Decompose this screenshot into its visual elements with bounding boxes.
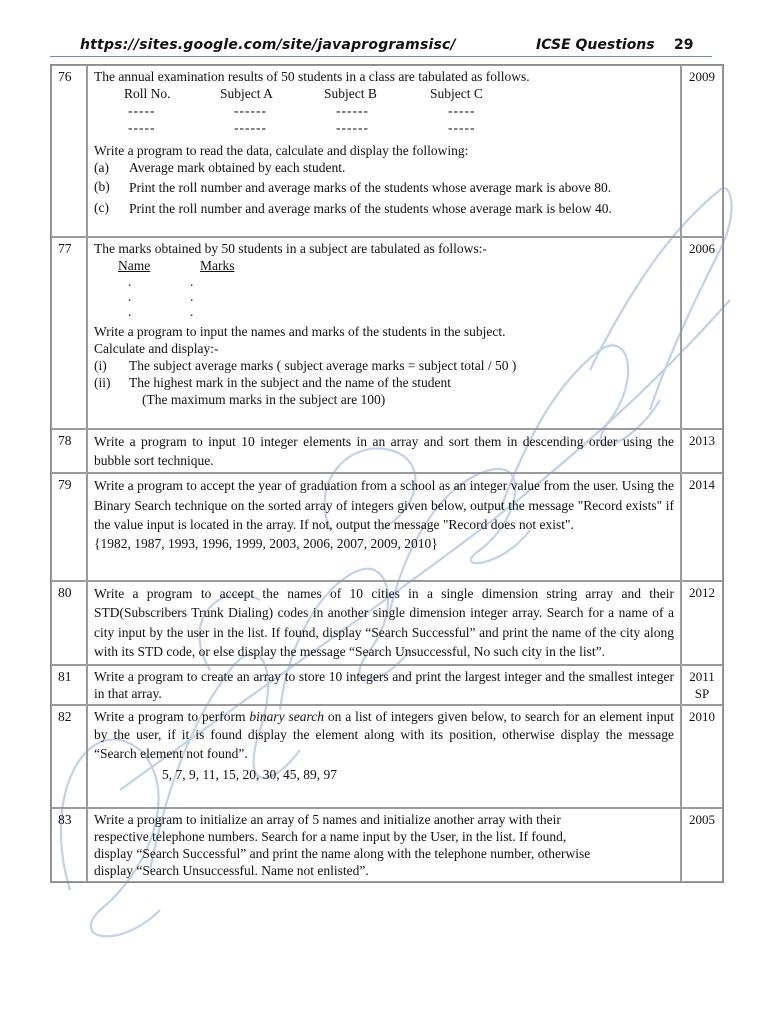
question-row [51, 581, 723, 665]
question-number: 76 [51, 65, 87, 237]
question-intro: The annual examination results of 50 students in a class are tabulated as follows. [94, 69, 530, 84]
dot-row [94, 289, 674, 304]
question-year: 2012 [681, 581, 723, 665]
dot: . [190, 289, 194, 304]
question-number: 83 [51, 808, 87, 882]
dash-row [94, 119, 674, 136]
results-table-header [94, 85, 674, 102]
item-label: (ii) [94, 375, 111, 390]
question-text [87, 237, 681, 429]
question-body-post: on a list of integers given below, to search for an element input by the user, if it is found display the element along with its position, otherwise display the message “Search element not found”. [94, 708, 674, 761]
question-body: Write a program to accept the year of graduation from a school as an integer value from the user. Using the Binary Search technique on the sorted array of integers given below, output the message "Record exists" if the value input is located in the array. If not, output the message "Record does not exist". [94, 478, 674, 532]
page-header [50, 36, 712, 57]
question-body: Write a program to create an array to store 10 integers and print the largest integer and the smallest integer in that array. [94, 668, 674, 701]
list-item [94, 159, 674, 176]
item-text: Print the roll number and average marks of the students whose average mark is below 40. [129, 201, 612, 216]
list-item [94, 178, 674, 197]
dash-cell: ----- [128, 120, 156, 135]
question-year: 2006 [681, 237, 723, 429]
question-row [51, 705, 723, 809]
item-text: The highest mark in the subject and the name of the student [129, 375, 452, 390]
item-label: (a) [94, 160, 109, 175]
dot: . [190, 304, 194, 319]
list-item [94, 357, 674, 374]
question-number: 78 [51, 429, 87, 473]
question-text [87, 581, 681, 665]
question-line: display “Search Unsuccessful. Name not enlisted”. [94, 863, 369, 878]
column-header: Subject C [430, 86, 483, 101]
question-number: 81 [51, 665, 87, 705]
year-array: {1982, 1987, 1993, 1996, 1999, 2003, 2006, 2007, 2009, 2010} [94, 535, 438, 551]
question-text [87, 429, 681, 473]
question-year: 2005 [681, 808, 723, 882]
year-suffix: SP [694, 685, 710, 701]
item-label: (i) [94, 358, 107, 373]
dot-row [94, 304, 674, 319]
list-item [94, 374, 674, 391]
dot: . [190, 274, 194, 289]
question-row [51, 65, 723, 237]
dash-row [94, 102, 674, 119]
column-header: Name [118, 258, 151, 273]
question-body-pre: Write a program to perform [94, 708, 250, 724]
dash-cell: ------ [336, 120, 369, 135]
question-text [87, 705, 681, 809]
emphasis-text: binary search [249, 708, 324, 724]
question-year: 2009 [681, 65, 723, 237]
question-body: Write a program to input 10 integer elements in an array and sort them in descending order using the bubble sort technique. [94, 434, 674, 468]
question-row [51, 665, 723, 705]
questions-table [50, 64, 724, 883]
dash-cell: ------ [234, 120, 267, 135]
question-year: 2014 [681, 473, 723, 581]
question-line: Write a program to input the names and marks of the students in the subject. [94, 324, 506, 339]
dash-cell: ----- [448, 103, 476, 118]
question-line: Write a program to initialize an array of 5 names and initialize another array with their [94, 812, 561, 827]
header-label: ICSE Questions [536, 37, 655, 53]
question-intro: The marks obtained by 50 students in a subject are tabulated as follows:- [94, 241, 487, 256]
question-text [87, 65, 681, 237]
page-number: 29 [674, 37, 694, 53]
question-number: 80 [51, 581, 87, 665]
dot-row [94, 274, 674, 289]
marks-table-header [94, 257, 674, 274]
dot: . [128, 274, 132, 289]
question-number: 77 [51, 237, 87, 429]
question-year: 2010 [681, 705, 723, 809]
question-line: respective telephone numbers. Search for a name input by the User, in the list. If found, [94, 829, 567, 844]
column-header: Subject A [220, 86, 273, 101]
dot: . [128, 304, 132, 319]
item-label: (b) [94, 179, 110, 194]
item-label: (c) [94, 200, 109, 215]
item-text: Print the roll number and average marks of the students whose average mark is above 80. [129, 180, 612, 195]
dash-cell: ------ [336, 103, 369, 118]
dash-cell: ----- [128, 103, 156, 118]
question-note: (The maximum marks in the subject are 100) [142, 392, 386, 407]
column-header: Subject B [324, 86, 377, 101]
question-text [87, 808, 681, 882]
question-number: 79 [51, 473, 87, 581]
column-header: Roll No. [124, 86, 171, 101]
question-line: Calculate and display:- [94, 341, 219, 356]
item-text: The subject average marks ( subject average marks = subject total / 50 ) [129, 358, 517, 373]
question-row [51, 808, 723, 882]
dash-cell: ------ [234, 103, 267, 118]
dash-cell: ----- [448, 120, 476, 135]
item-text: Average mark obtained by each student. [129, 160, 346, 175]
question-instruction: Write a program to read the data, calculate and display the following: [94, 143, 469, 158]
question-line: display “Search Successful” and print the name along with the telephone number, otherwise [94, 846, 591, 861]
question-year [681, 665, 723, 705]
question-row [51, 473, 723, 581]
question-row [51, 429, 723, 473]
question-number: 82 [51, 705, 87, 809]
question-body: Write a program to accept the names of 10 cities in a single dimension string array and their STD(Subscribers Trunk Dialing) codes in another single dimension integer array. Search for a name of a city input by the user in the list. If found, display “Search Successful” and print the name of the city along with its STD code, or else display the message “Search Unsuccessful, No such city in the list”. [94, 585, 674, 659]
site-url: https://sites.google.com/site/javaprogramsisc/ [80, 37, 456, 53]
integer-sequence: 5, 7, 9, 11, 15, 20, 30, 45, 89, 97 [162, 767, 337, 782]
question-text [87, 473, 681, 581]
column-header: Marks [200, 258, 235, 273]
question-row [51, 237, 723, 429]
dot: . [128, 289, 132, 304]
question-year: 2013 [681, 429, 723, 473]
list-item [94, 199, 674, 218]
question-body [94, 708, 674, 764]
year-value: 2011 [689, 668, 715, 684]
question-text [87, 665, 681, 705]
